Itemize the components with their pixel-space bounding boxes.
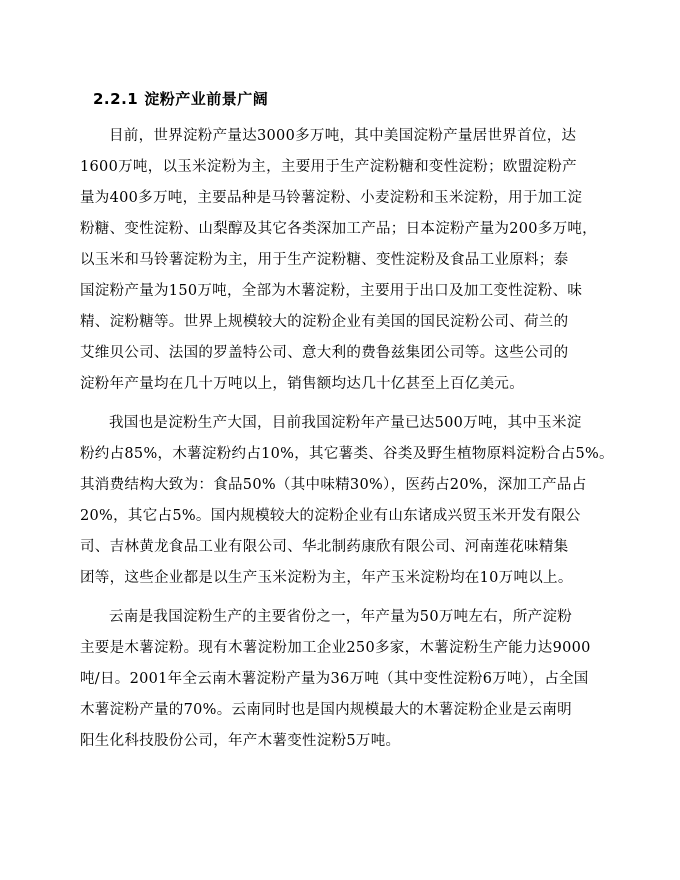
text-line: 粉约占85%，木薯淀粉约占10%，其它薯类、谷类及野生植物原料淀粉合占5%。 [80, 446, 614, 462]
text-line: 以玉米和马铃薯淀粉为主，用于生产淀粉糖、变性淀粉及食品工业原料；泰 [80, 252, 569, 268]
text-line: 主要是木薯淀粉。现有木薯淀粉加工企业250多家，木薯淀粉生产能力达9000 [80, 640, 591, 656]
text-line: 1600万吨，以玉米淀粉为主，主要用于生产淀粉糖和变性淀粉；欧盟淀粉产 [80, 159, 577, 175]
text-line: 国淀粉产量为150万吨，全部为木薯淀粉，主要用于出口及加工变性淀粉、味 [80, 283, 583, 299]
text-line: 量为400多万吨，主要品种是马铃薯淀粉、小麦淀粉和玉米淀粉，用于加工淀 [80, 190, 583, 206]
section-number: 2.2.1 [93, 90, 139, 108]
text-line: 20%，其它占5%。国内规模较大的淀粉企业有山东诸成兴贸玉米开发有限公 [80, 508, 581, 524]
text-line: 云南是我国淀粉生产的主要省份之一，年产量为50万吨左右，所产淀粉 [109, 609, 573, 625]
text-line: 淀粉年产量均在几十万吨以上，销售额均达几十亿甚至上百亿美元。 [80, 376, 524, 392]
text-line: 粉糖、变性淀粉、山梨醇及其它各类深加工产品；日本淀粉产量为200多万吨， [80, 221, 597, 237]
text-line: 司、吉林黄龙食品工业有限公司、华北制药康欣有限公司、河南莲花味精集 [80, 539, 569, 555]
text-line: 其消费结构大致为：食品50%（其中味精30%），医药占20%，深加工产品占 [80, 477, 587, 493]
section-heading [93, 88, 268, 109]
text-line: 精、淀粉糖等。世界上规模较大的淀粉企业有美国的国民淀粉公司、荷兰的 [80, 314, 569, 330]
text-line: 我国也是淀粉生产大国，目前我国淀粉年产量已达500万吨，其中玉米淀 [109, 415, 582, 431]
text-line: 目前，世界淀粉产量达3000多万吨，其中美国淀粉产量居世界首位，达 [109, 128, 577, 144]
text-line: 阳生化科技股份公司，年产木薯变性淀粉5万吨。 [80, 733, 401, 749]
text-line: 艾维贝公司、法国的罗盖特公司、意大利的费鲁兹集团公司等。这些公司的 [80, 345, 569, 361]
text-line: 团等，这些企业都是以生产玉米淀粉为主，年产玉米淀粉均在10万吨以上。 [80, 570, 573, 586]
text-line: 木薯淀粉产量的70%。云南同时也是国内规模最大的木薯淀粉企业是云南明 [80, 702, 572, 718]
text-line: 吨/日。2001年全云南木薯淀粉产量为36万吨（其中变性淀粉6万吨），占全国 [80, 671, 589, 687]
section-title: 淀粉产业前景广阔 [144, 90, 269, 108]
